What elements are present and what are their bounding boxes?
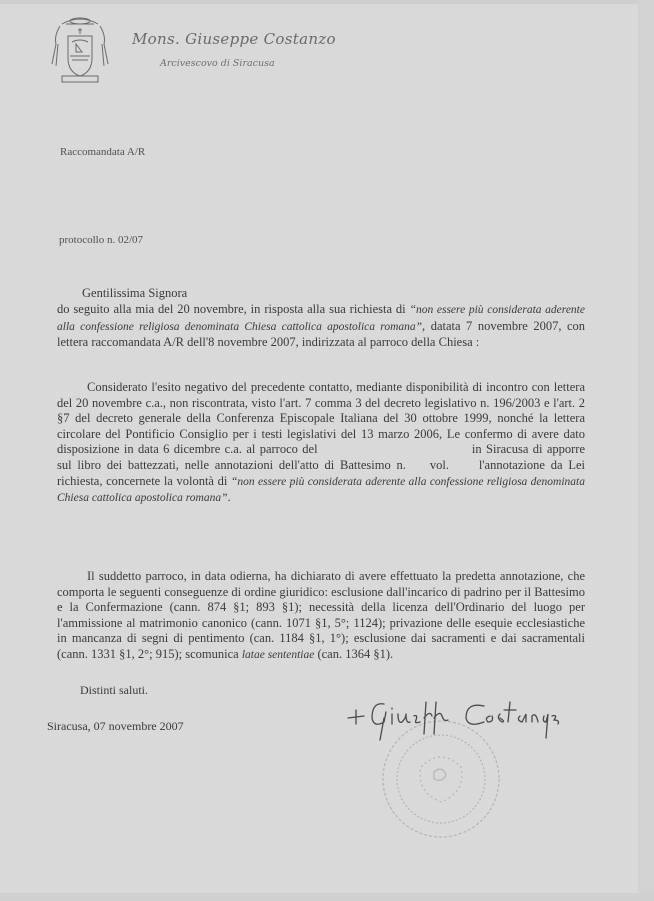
scan-edge-top [0,0,654,4]
p2-text-1: Considerato l'esito negativo del precedente contatto, mediante disponibilità di incontro con lettera del 20 novembre c.a., non riscontrata, visto l'art. 7 comma 3 del decreto legislativo n. 196/2003 e l'art. 2 §7 del decreto generale della Conferenza Episcopale Italiana del 30 ottobre 1999, nonché la lettera circolare del Pontificio Consiglio per i testi legislativi del 13 marzo 2006, Le confermo di avere dato disposizione in data 6 dicembre c.a. al parroco del [57,380,585,457]
coat-of-arms-icon [48,14,112,86]
paragraph-1 [57,302,585,351]
paragraph-2 [57,380,585,507]
letterhead-name: Mons. Giuseppe Costanzo [132,30,336,48]
p2-text-3: Siracusa di apporre sul libro dei battezzati, nelle annotazioni dell'atto di Battesimo n. [57,442,586,472]
scan-edge-right [638,0,654,901]
p2-text-2: in [471,442,482,457]
p1-text-2: , datata 7 novembre 2007, con lettera raccomandata A/R dell'8 novembre 2007, indirizzata al parroco della Chiesa : [57,318,586,350]
p2-text-5: l'annotazione da Lei richiesta, concernete la volontà di [57,457,585,488]
p2-quote: “non essere più considerata aderente alla confessione religiosa denominata Chiesa cattolica apostolica romana” [57,475,585,505]
p2-text-4: vol. [429,457,449,472]
delivery-method: Raccomandata A/R [60,146,146,158]
protocol-number: protocollo n. 02/07 [59,234,144,246]
greeting: Gentilissima Signora [82,286,188,300]
p3-latin: latae sententiae [241,648,315,661]
scan-edge-bottom [0,893,654,901]
handwritten-signature [344,688,564,748]
p1-text-1: do seguito alla mia del 20 novembre, in risposta alla sua richiesta di [57,302,410,316]
closing: Distinti saluti. [80,683,149,697]
p2-text-6: . [227,490,231,505]
place-date: Siracusa, 07 novembre 2007 [47,719,184,733]
paragraph-3 [57,569,585,664]
p3-text-2: (can. 1364 §1). [314,646,394,661]
p3-text-1: Il suddetto parroco, in data odierna, ha dichiarato di avere effettuato la predetta annotazione, che comporta le seguenti conseguenze di ordine giuridico: esclusione dall'incarico di padrino per il Battesimo e la Confermazione (cann. 874 §1; 893 §1); necessità della licenza dell'Ordinario del luogo per l'ammissione al matrimonio canonico (cann. 1071 §1, 5°; 1124); privazione delle esequie ecclesiastiche in mancanza di segni di pentimento (can. 1184 §1, 1°); esclusione dai sacramenti e dai sacramentali (cann. 1331 §1, 2°; 915); scomunica [57,569,585,661]
letterhead-title: Arcivescovo di Siracusa [160,58,275,69]
p1-quote: “non essere più considerata aderente alla confessione religiosa denominata Chiesa cattolica apostolica romana” [57,304,585,333]
